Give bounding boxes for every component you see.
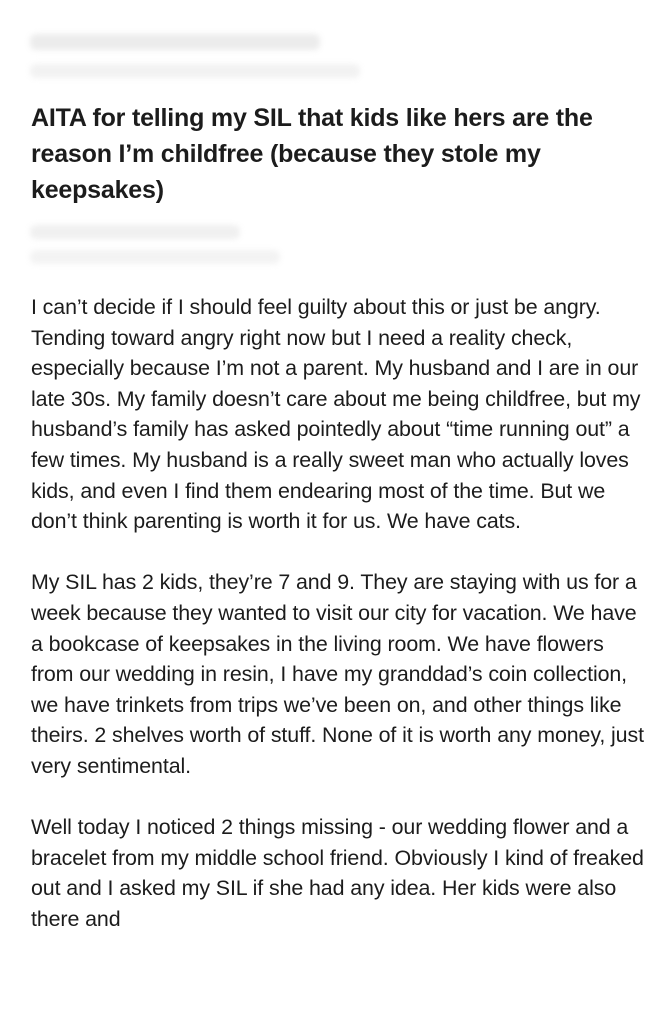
post-body bbox=[31, 292, 646, 965]
redacted-author-name bbox=[30, 34, 320, 50]
post-paragraph: I can’t decide if I should feel guilty about this or just be angry. Tending toward angry right now but I need a reality check, especially because I’m not a parent. My husband and I are in our late 30s. My family doesn’t care about me being childfree, but my husband’s family has asked pointedly about “time running out” a few times. My husband is a really sweet man who actually loves kids, and even I find them endearing most of the time. But we don’t think parenting is worth it for us. We have cats. bbox=[31, 295, 641, 534]
redacted-flair bbox=[30, 225, 240, 239]
post-title: AITA for telling my SIL that kids like hers are the reason I’m childfree (because they stole my keepsakes) bbox=[31, 104, 593, 204]
post-paragraph: My SIL has 2 kids, they’re 7 and 9. They are staying with us for a week because they wanted to visit our city for vacation. We have a bookcase of keepsakes in the living room. We have flowers from our wedding in resin, I have my granddad’s coin collection, we have trinkets from trips we’ve been on, and other things like theirs. 2 shelves worth of stuff. None of it is worth any money, just very sentimental. bbox=[31, 570, 644, 778]
redacted-flair-secondary bbox=[30, 250, 280, 264]
post-paragraph: Well today I noticed 2 things missing - our wedding flower and a bracelet from my middle school friend. Obviously I kind of freaked out and I asked my SIL if she had any idea. Her kids were also there and bbox=[31, 815, 644, 931]
redacted-post-meta bbox=[30, 64, 360, 78]
